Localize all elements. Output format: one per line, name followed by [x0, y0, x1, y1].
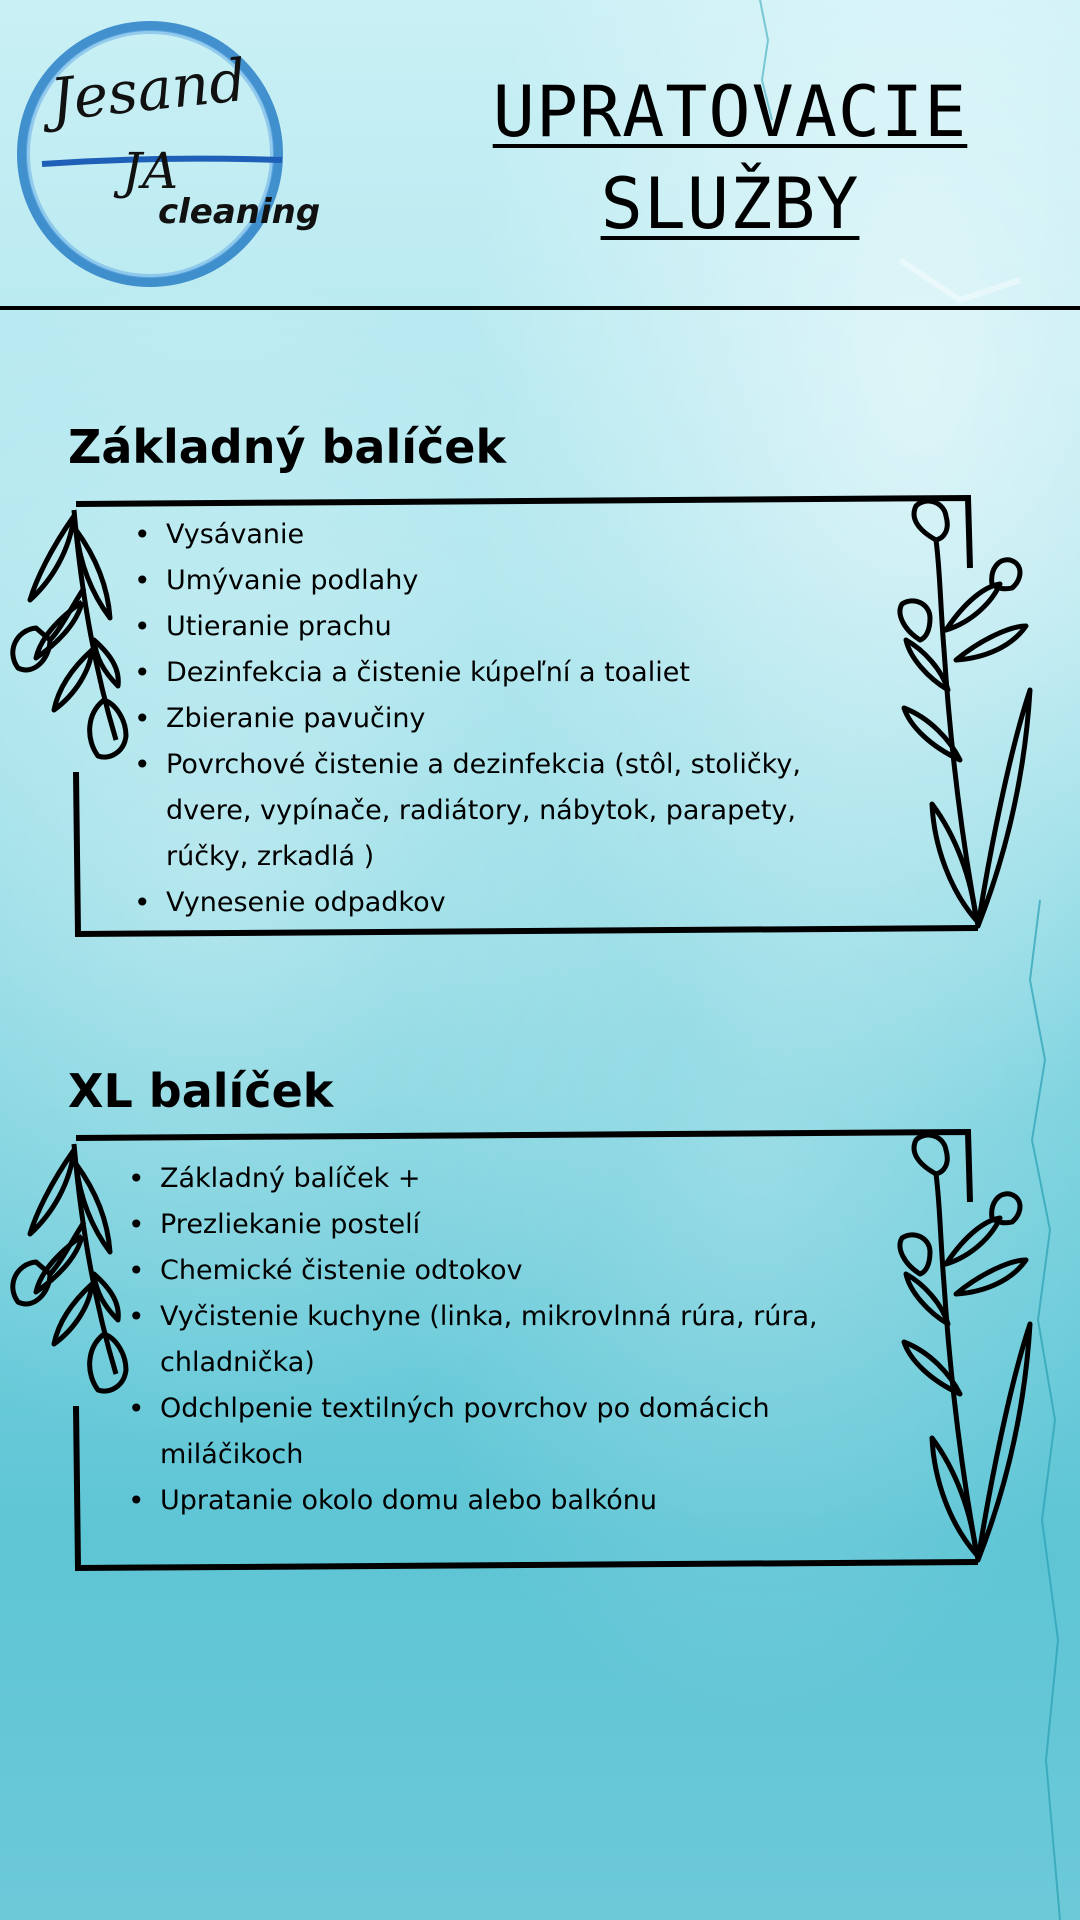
page-title-line1: UPRATOVACIE	[492, 71, 968, 153]
list-item: • Povrchové čistenie a dezinfekcia (stôl, stoličky, dvere, vypínače, radiátory, nábytok, parapety, rúčky, zrkadlá )	[134, 742, 874, 880]
list-item: • Zbieranie pavučiny	[134, 696, 874, 742]
list-item: • Upratanie okolo domu alebo balkónu	[128, 1478, 888, 1524]
logo-text-jesand: Jesand	[46, 45, 250, 135]
list-item: • Dezinfekcia a čistenie kúpeľní a toaliet	[134, 650, 874, 696]
right-branch-icon	[900, 501, 1030, 926]
list-item: • Vynesenie odpadkov	[134, 880, 874, 926]
list-item: • Umývanie podlahy	[134, 558, 874, 604]
logo-text-cleaning: cleaning	[158, 192, 321, 232]
page-title	[440, 66, 1020, 250]
list-item: • Vyčistenie kuchyne (linka, mikrovlnná rúra, rúra, chladnička)	[128, 1294, 888, 1386]
package-title-xl: XL balíček	[68, 1064, 334, 1118]
company-logo	[10, 14, 321, 296]
package-items-basic	[134, 512, 874, 926]
list-item: • Utieranie prachu	[134, 604, 874, 650]
page-title-line2: SLUŽBY	[600, 163, 860, 245]
list-item: • Odchlpenie textilných povrchov po domácich miláčikoch	[128, 1386, 888, 1478]
right-branch-icon	[900, 1135, 1030, 1560]
package-items-xl	[128, 1156, 888, 1524]
list-item: • Prezliekanie postelí	[128, 1202, 888, 1248]
logo-text-ja: JA	[122, 142, 179, 200]
left-branch-icon	[13, 1144, 126, 1391]
package-title-basic: Základný balíček	[68, 420, 507, 474]
header-divider	[0, 306, 1080, 310]
list-item: • Vysávanie	[134, 512, 874, 558]
list-item: • Základný balíček +	[128, 1156, 888, 1202]
left-branch-icon	[13, 510, 126, 757]
list-item: • Chemické čistenie odtokov	[128, 1248, 888, 1294]
